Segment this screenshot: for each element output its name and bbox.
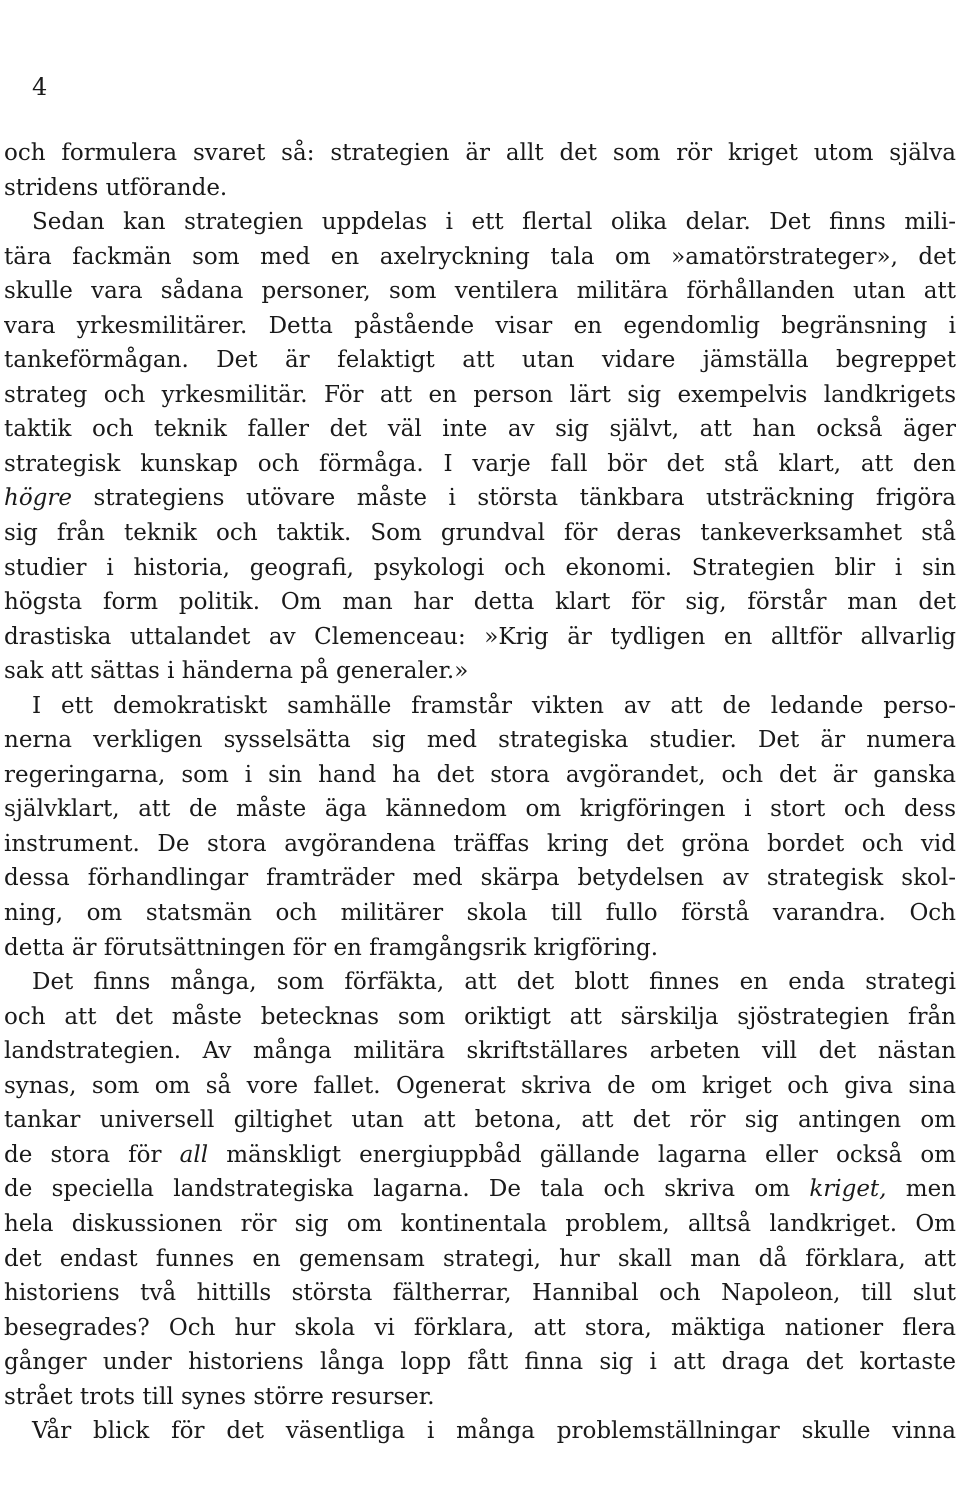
text-line: stridens utförande. [4, 174, 228, 201]
text-line: tankeförmågan. Det är felaktigt att utan vidare jämställa begreppet [4, 347, 956, 374]
text-line: skulle vara sådana personer, som ventilera militära förhållanden utan att [4, 278, 956, 305]
text-line: taktik och teknik faller det väl inte av sig självt, att han också äger [4, 416, 956, 443]
page-number: 4 [32, 73, 48, 101]
text-line: Det finns många, som förfäkta, att det blott finnes en enda strategi [32, 969, 956, 996]
text-line [4, 481, 956, 516]
text-line: studier i historia, geografi, psykologi och ekonomi. Strategien blir i sin [4, 554, 956, 581]
text-line: dessa förhandlingar framträder med skärpa betydelsen av strategisk skol- [4, 865, 956, 892]
text-line: tankar universell giltighet utan att betona, att det rör sig antingen om [4, 1107, 956, 1134]
text-line: självklart, att de måste äga kännedom om krigföringen i stort och dess [4, 796, 956, 823]
text-line: ning, om statsmän och militärer skola till fullo förstå varandra. Och [4, 900, 956, 927]
text-segment: mänskligt energiuppbåd gällande lagarna eller också om [208, 1141, 956, 1168]
text-line: sig från teknik och taktik. Som grundval för deras tankeverksamhet stå [4, 520, 956, 547]
text-line: historiens två hittills största fältherrar, Hannibal och Napoleon, till slut [4, 1280, 956, 1307]
text-line: besegrades? Och hur skola vi förklara, att stora, mäktiga nationer flera [4, 1314, 956, 1341]
text-line: nerna verkligen sysselsätta sig med strategiska studier. Det är numera [4, 727, 956, 754]
text-line: och att det måste betecknas som oriktigt att särskilja sjöstrategien från [4, 1003, 956, 1030]
emphasized-word: högre [4, 485, 72, 512]
text-line: drastiska uttalandet av Clemenceau: »Krig är tydligen en alltför allvarlig [4, 623, 956, 650]
text-segment: strategiens utövare måste i största tänkbara utsträckning frigöra [72, 485, 956, 512]
text-line: vara yrkesmilitärer. Detta påstående visar en egendomlig begränsning i [4, 312, 956, 339]
text-line: och formulera svaret så: strategien är allt det som rör kriget utom själva [4, 140, 956, 166]
text-line [4, 1172, 956, 1207]
text-line: hela diskussionen rör sig om kontinentala problem, alltså landkriget. Om [4, 1210, 956, 1237]
text-line: högsta form politik. Om man har detta klart för sig, förstår man det [4, 589, 956, 616]
text-line: gånger under historiens långa lopp fått finna sig i att draga det kortaste [4, 1349, 956, 1376]
emphasized-word: all [179, 1141, 209, 1168]
emphasized-word: kriget, [809, 1176, 887, 1203]
text-line: instrument. De stora avgörandena träffas kring det gröna bordet och vid [4, 830, 956, 857]
text-line: detta är förutsättningen för en framgångsrik krigföring. [4, 934, 659, 961]
text-line [4, 1138, 956, 1173]
text-line: synas, som om så vore fallet. Ogenerat skriva de om kriget och giva sina [4, 1072, 956, 1099]
text-line: sak att sättas i händerna på generaler.» [4, 658, 469, 685]
text-line: Vår blick för det väsentliga i många problemställningar skulle vinna [32, 1418, 956, 1445]
text-segment: de stora för [4, 1141, 180, 1168]
text-line: landstrategien. Av många militära skriftställares arbeten vill det nästan [4, 1038, 956, 1065]
text-line: strået trots till synes större resurser. [4, 1383, 435, 1410]
text-segment: de speciella landstrategiska lagarna. De tala och skriva om [4, 1176, 810, 1203]
text-line: regeringarna, som i sin hand ha det stora avgörandet, och det är ganska [4, 761, 956, 788]
text-line: Sedan kan strategien uppdelas i ett flertal olika delar. Det finns mili- [32, 209, 956, 236]
text-line: strategisk kunskap och förmåga. I varje fall bör det stå klart, att den [4, 450, 956, 477]
body-text [4, 136, 956, 1449]
text-line: I ett demokratiskt samhälle framstår vikten av att de ledande perso- [32, 692, 956, 719]
text-line: strateg och yrkesmilitär. För att en person lärt sig exempelvis landkrigets [4, 381, 956, 408]
text-segment: men [886, 1176, 956, 1203]
text-line: tära fackmän som med en axelryckning tala om »amatörstrateger», det [4, 243, 956, 270]
text-line: det endast funnes en gemensam strategi, hur skall man då förklara, att [4, 1245, 956, 1272]
